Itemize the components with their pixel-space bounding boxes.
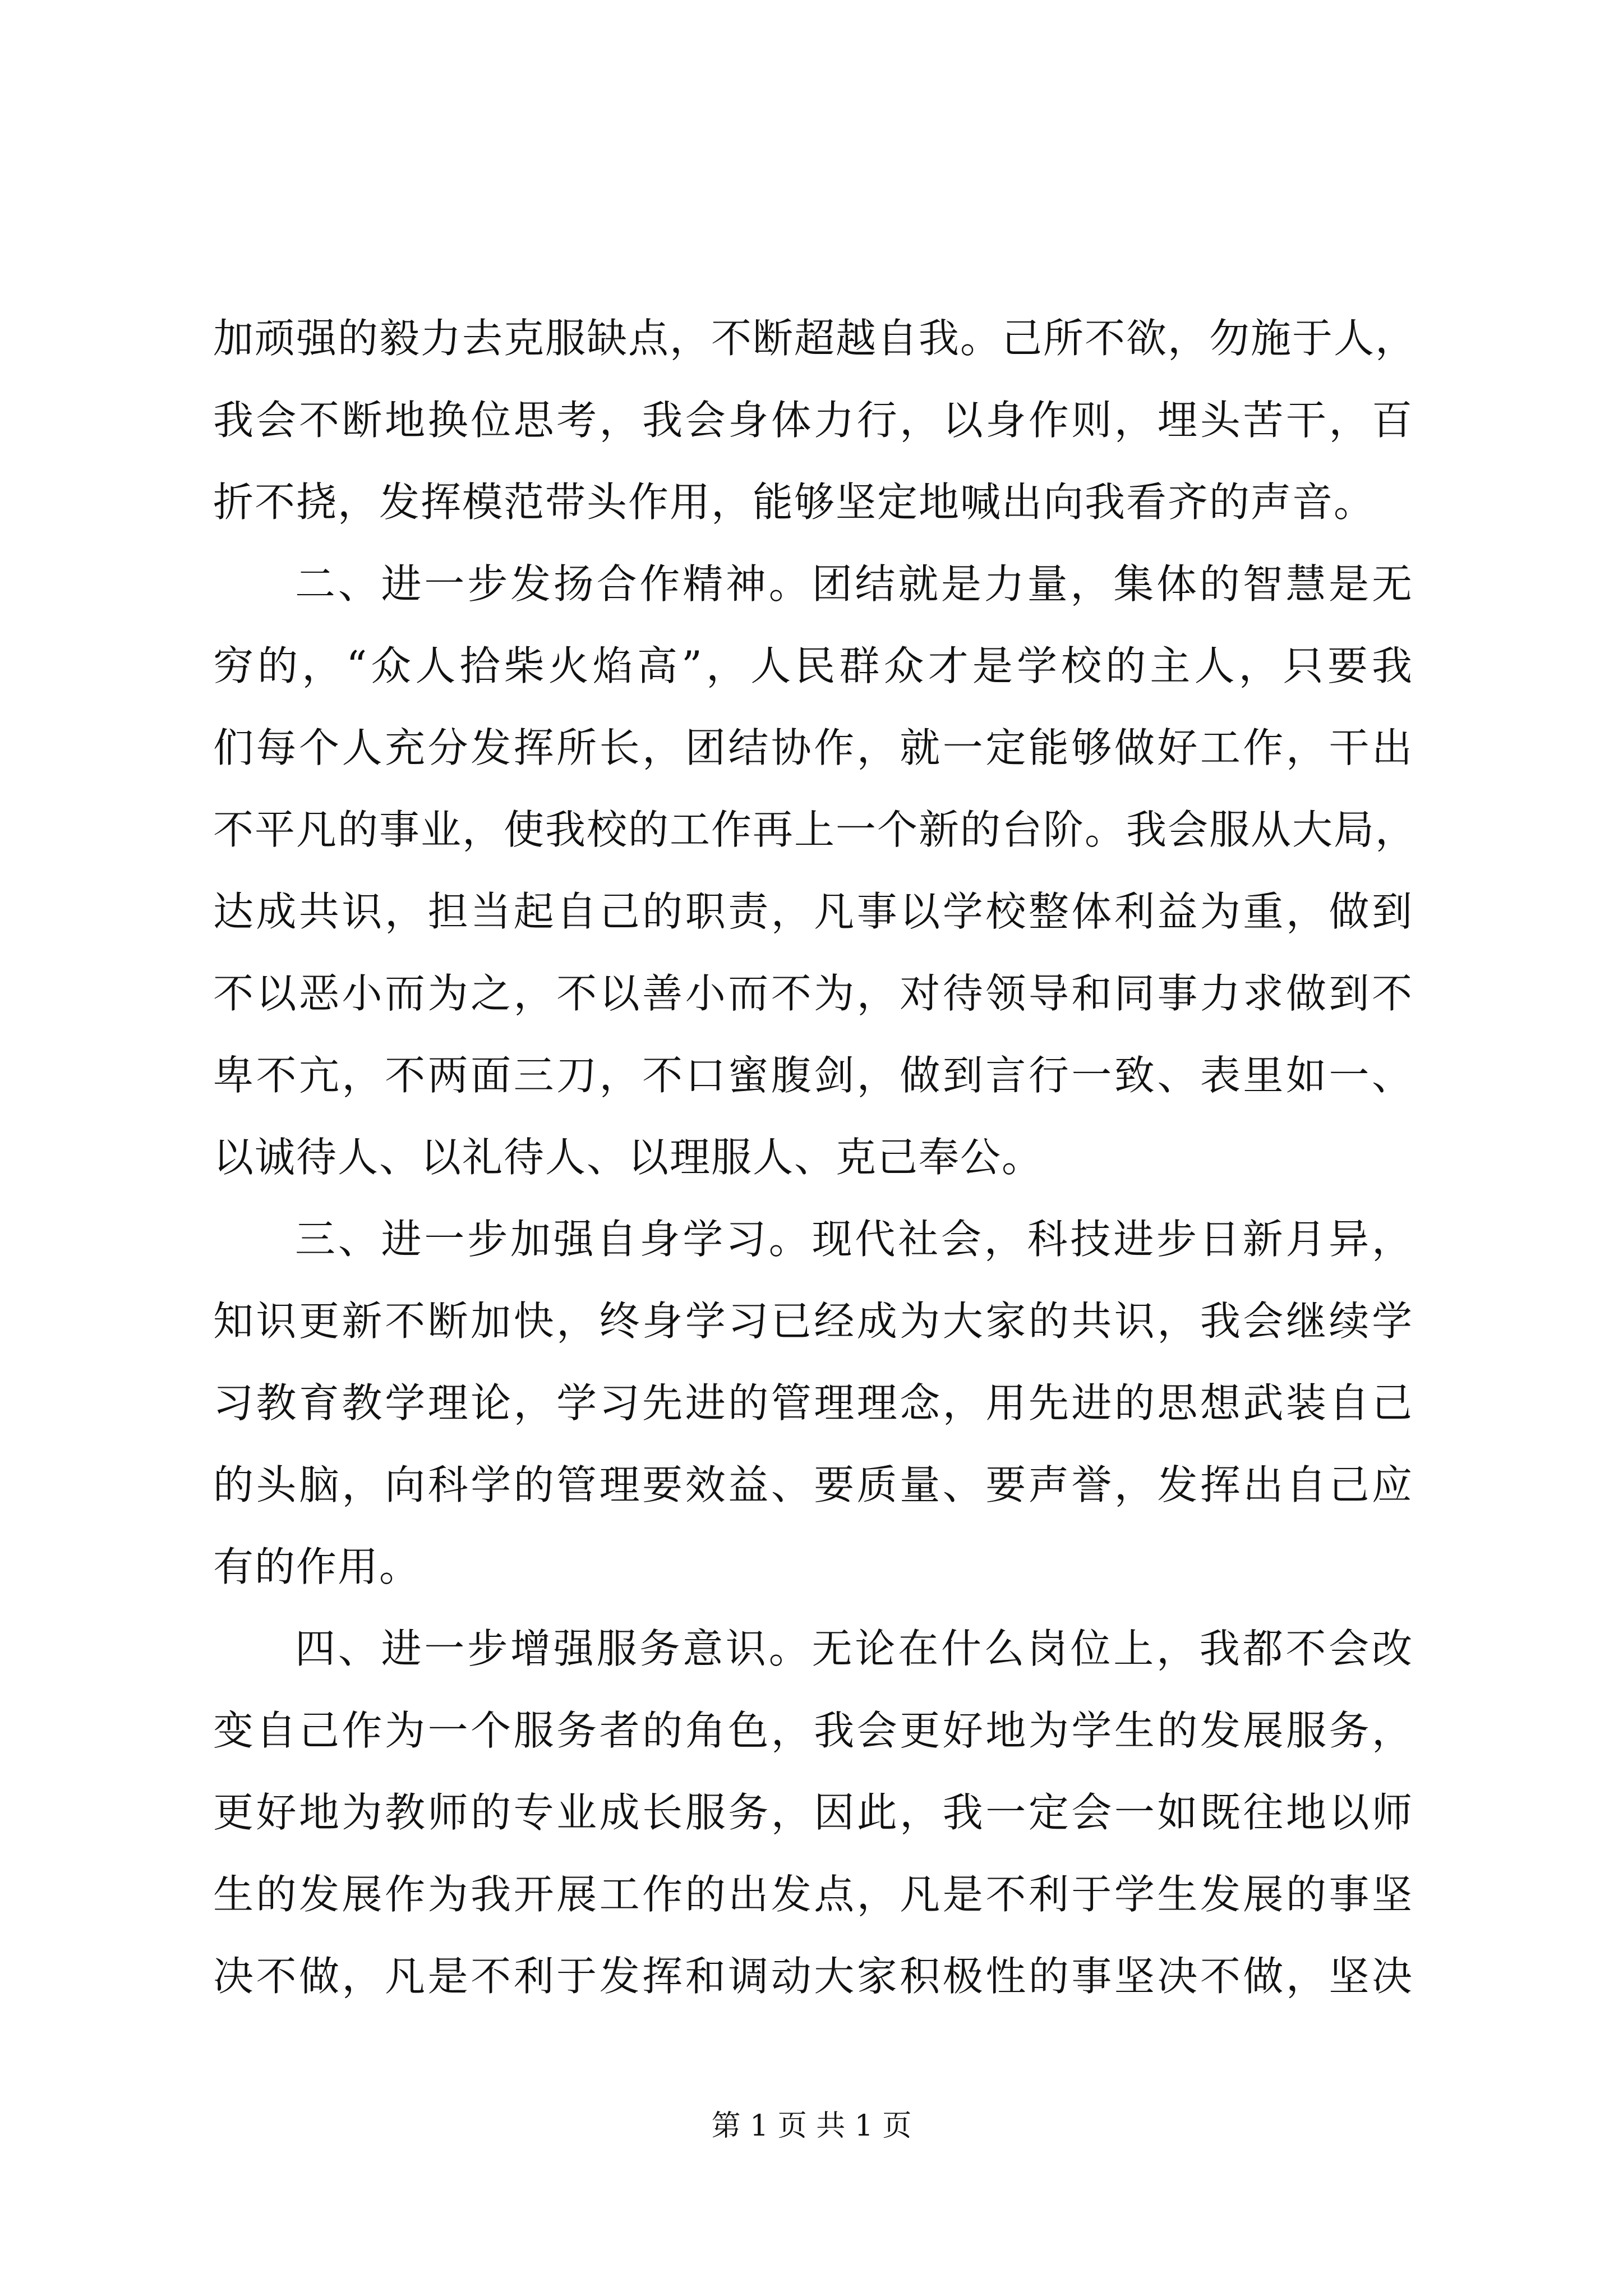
text-line: 生的发展作为我开展工作的出发点，凡是不利于学生发展的事坚 [213,1871,1413,1918]
text-line: 的头脑，向科学的管理要效益、要质量、要声誉，发挥出自己应 [213,1461,1413,1508]
text-line: 穷的，“众人拾柴火焰高”，人民群众才是学校的主人，只要我 [213,642,1413,689]
text-line: 不以恶小而为之，不以善小而不为，对待领导和同事力求做到不 [213,970,1413,1017]
paragraph-start-line: 四、进一步增强服务意识。无论在什么岗位上，我都不会改 [295,1625,1413,1672]
text-line: 卑不亢，不两面三刀，不口蜜腹剑，做到言行一致、表里如一、 [213,1052,1413,1099]
text-line: 知识更新不断加快，终身学习已经成为大家的共识，我会继续学 [213,1297,1413,1345]
paragraph-start-line: 三、进一步加强自身学习。现代社会，科技进步日新月异， [295,1216,1413,1263]
text-line: 们每个人充分发挥所长，团结协作，就一定能够做好工作，干出 [213,724,1413,771]
text-line: 我会不断地换位思考，我会身体力行，以身作则，埋头苦干，百 [213,397,1413,444]
paragraph-start-line: 二、进一步发扬合作精神。团结就是力量，集体的智慧是无 [295,560,1413,608]
text-line: 不平凡的事业，使我校的工作再上一个新的台阶。我会服从大局， [213,806,1417,853]
text-line: 更好地为教师的专业成长服务，因此，我一定会一如既往地以师 [213,1789,1413,1836]
page-footer: 第 1 页 共 1 页 [711,2109,912,2143]
document-body [213,297,1417,2017]
text-line: 以诚待人、以礼待人、以理服人、克己奉公。 [213,1134,1044,1181]
text-line: 有的作用。 [213,1543,421,1590]
text-line: 决不做，凡是不利于发挥和调动大家积极性的事坚决不做，坚决 [213,1953,1413,2000]
text-line: 折不挠，发挥模范带头作用，能够坚定地喊出向我看齐的声音。 [213,478,1376,526]
text-line: 变自己作为一个服务者的角色，我会更好地为学生的发展服务， [213,1707,1413,1754]
text-line: 习教育教学理论，学习先进的管理理念，用先进的思想武装自己 [213,1379,1413,1427]
text-line: 加顽强的毅力去克服缺点，不断超越自我。己所不欲，勿施于人， [213,315,1417,362]
text-line: 达成共识，担当起自己的职责，凡事以学校整体利益为重，做到 [213,888,1413,935]
